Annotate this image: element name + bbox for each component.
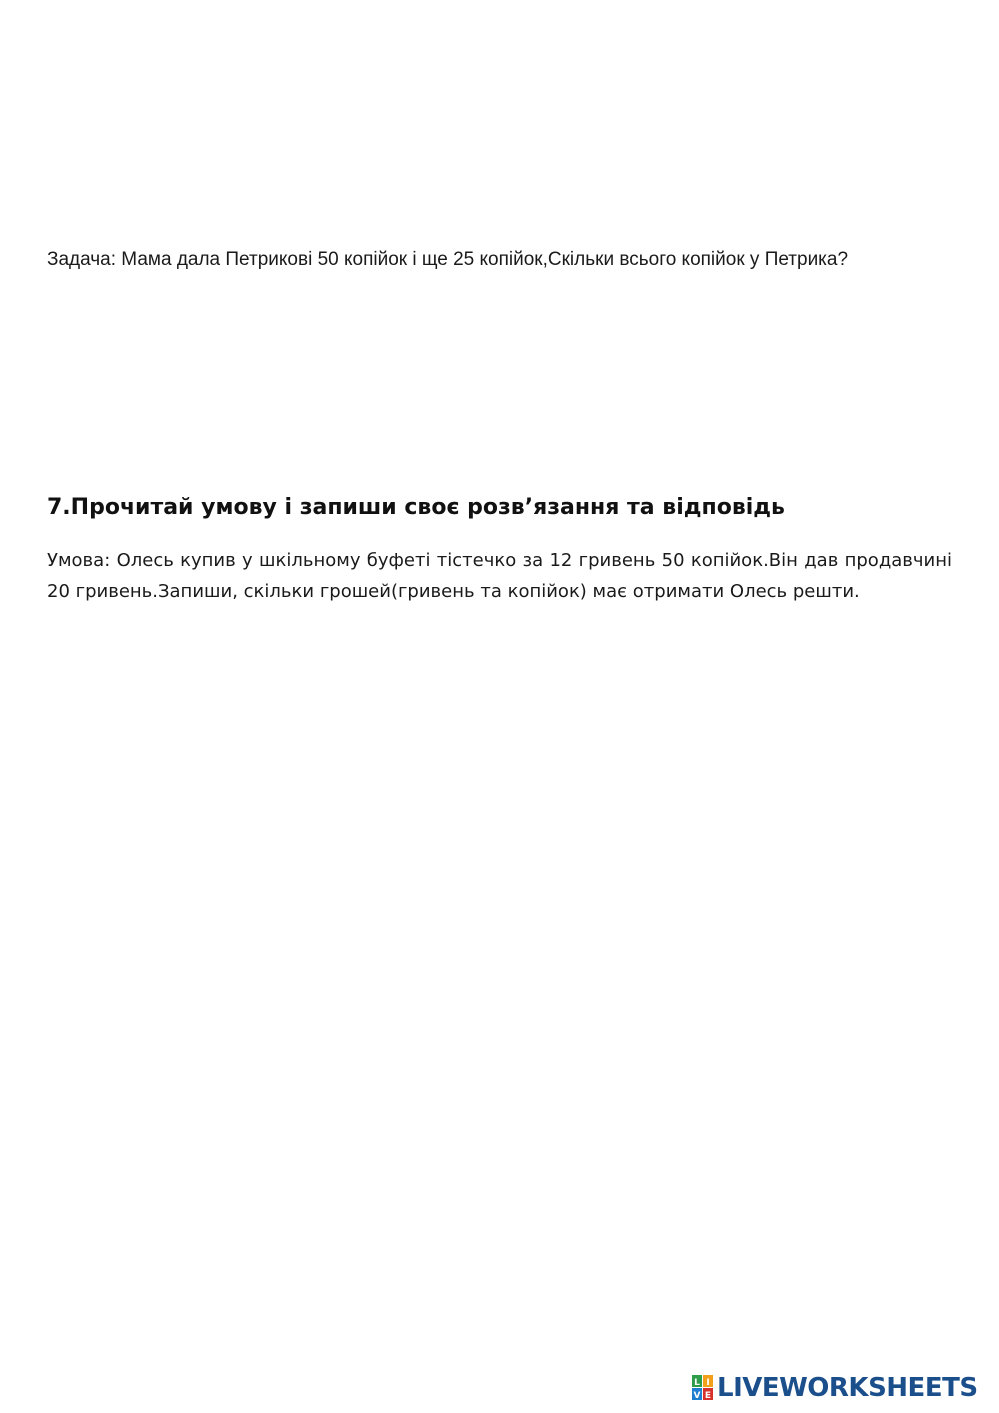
svg-text:I: I <box>706 1378 710 1388</box>
section-title: 7.Прочитай умову і запиши своє розв’язання та відповідь <box>47 495 785 520</box>
condition-text: Умова: Олесь купив у шкільному буфеті тістечко за 12 гривень 50 копійок.Він дав продавчині 20 гривень.Запиши, скільки грошей(гривень та копійок) має отримати Олесь решти. <box>47 550 952 602</box>
liveworksheets-logo-icon <box>692 1375 714 1401</box>
svg-text:V: V <box>693 1391 701 1401</box>
svg-text:E: E <box>704 1391 712 1401</box>
liveworksheets-logo <box>692 1373 978 1403</box>
logo-text: LIVEWORKSHEETS <box>717 1373 978 1403</box>
svg-text:L: L <box>694 1378 700 1388</box>
task-text: Задача: Мама дала Петрикові 50 копійок і ще 25 копійок,Скільки всього копійок у Петрика? <box>47 249 849 270</box>
